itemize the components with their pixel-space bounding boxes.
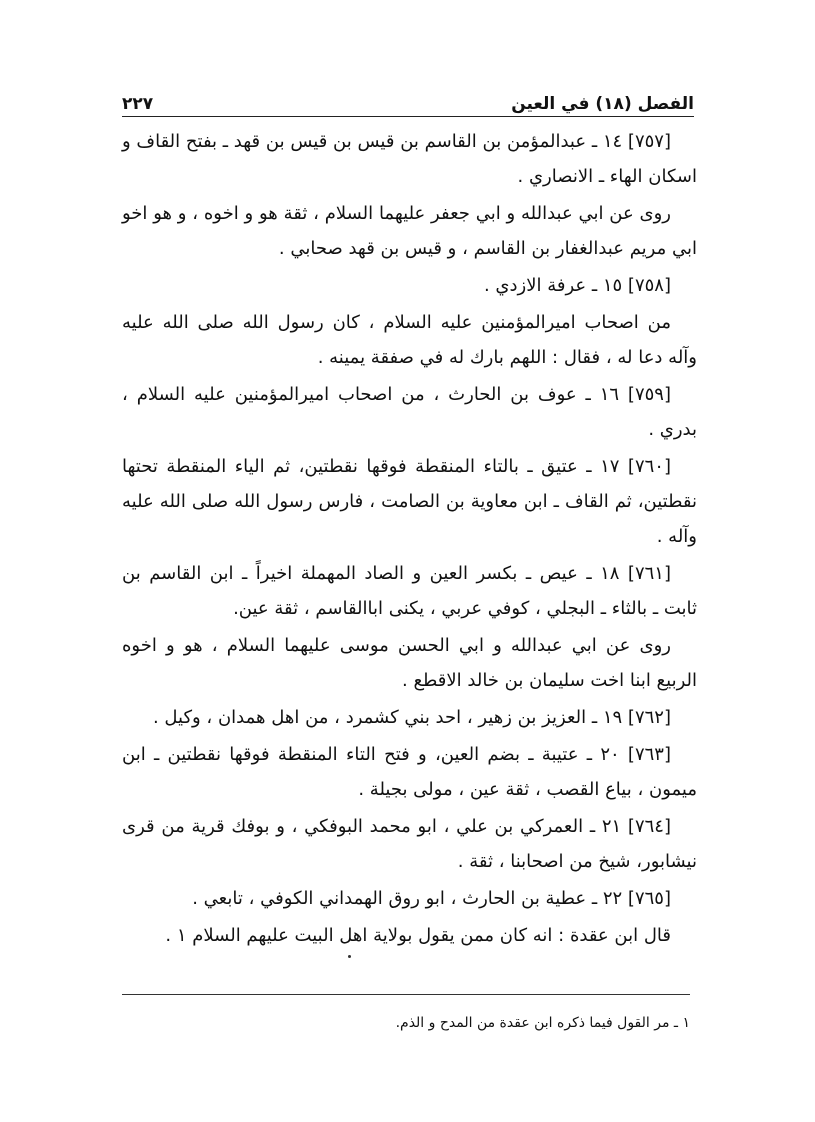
entry-762: [٧٦٢] ١٩ ـ العزيز بن زهير ، احد بني كشمرد ، من اهل همدان ، وكيل . — [152, 707, 671, 728]
entry-761: [٧٦١] ١٨ ـ عيص ـ بكسر العين و الصاد المهملة اخيراً ـ ابن القاسم بن ثابت ـ بالثاء ـ البجلي ، كوفي عربي ، يكنى اباالقاسم ، ثقة عين. — [122, 563, 697, 619]
footnote: ١ ـ مر القول فيما ذكره ابن عقدة من المدح و الذم. — [395, 1015, 690, 1031]
entry-757-note: روى عن ابي عبدالله و ابي جعفر عليهما السلام ، ثقة هو و اخوه ، و هو اخو ابي مريم عبدالغفار بن القاسم ، و قيس بن قهد صحابي . — [122, 203, 697, 259]
page-number: ٢٢٧ — [122, 94, 154, 114]
entry-761-note: روى عن ابي عبدالله و ابي الحسن موسى عليهما السلام ، هو و اخوه الربيع ابنا اخت سليمان بن خالد الاقطع . — [122, 635, 697, 691]
entry-760: [٧٦٠] ١٧ ـ عتيق ـ بالتاء المنقطة فوقها نقطتين، ثم الياء المنقطة تحتها نقطتين، ثم القاف ـ ابن معاوية بن الصامت ، فارس رسول الله صلى الله عليه وآله . — [122, 456, 697, 547]
entry-757: [٧٥٧] ١٤ ـ عبدالمؤمن بن القاسم بن قيس بن قيس بن قهد ـ بفتح القاف و اسكان الهاء ـ الانصاري . — [122, 131, 697, 187]
stray-dot — [348, 955, 351, 958]
chapter-title: الفصل (١٨) في العين — [511, 94, 694, 114]
footnote-rule — [122, 994, 690, 995]
entry-764: [٧٦٤] ٢١ ـ العمركي بن علي ، ابو محمد البوفكي ، و بوفك قرية من قرى نيشابور، شيخ من اصحابنا ، ثقة . — [122, 816, 697, 872]
entry-763: [٧٦٣] ٢٠ ـ عتيبة ـ بضم العين، و فتح التاء المنقطة فوقها نقطتين ـ ابن ميمون ، بياع القصب ، ثقة عين ، مولى بجيلة . — [122, 744, 697, 800]
entry-758: [٧٥٨] ١٥ ـ عرفة الازدي . — [483, 275, 671, 296]
entry-765: [٧٦٥] ٢٢ ـ عطية بن الحارث ، ابو روق الهمداني الكوفي ، تابعي . — [192, 888, 671, 909]
entry-765-note: قال ابن عقدة : انه كان ممن يقول بولاية اهل البيت عليهم السلام ١ . — [165, 925, 671, 946]
running-head — [122, 88, 694, 114]
entry-758-note: من اصحاب اميرالمؤمنين عليه السلام ، كان رسول الله صلى الله عليه وآله دعا له ، فقال : اللهم بارك له في صفقة يمينه . — [122, 312, 697, 368]
main-text — [122, 124, 697, 955]
entry-759: [٧٥٩] ١٦ ـ عوف بن الحارث ، من اصحاب اميرالمؤمنين عليه السلام ، بدري . — [122, 384, 697, 440]
header-rule — [122, 116, 694, 117]
